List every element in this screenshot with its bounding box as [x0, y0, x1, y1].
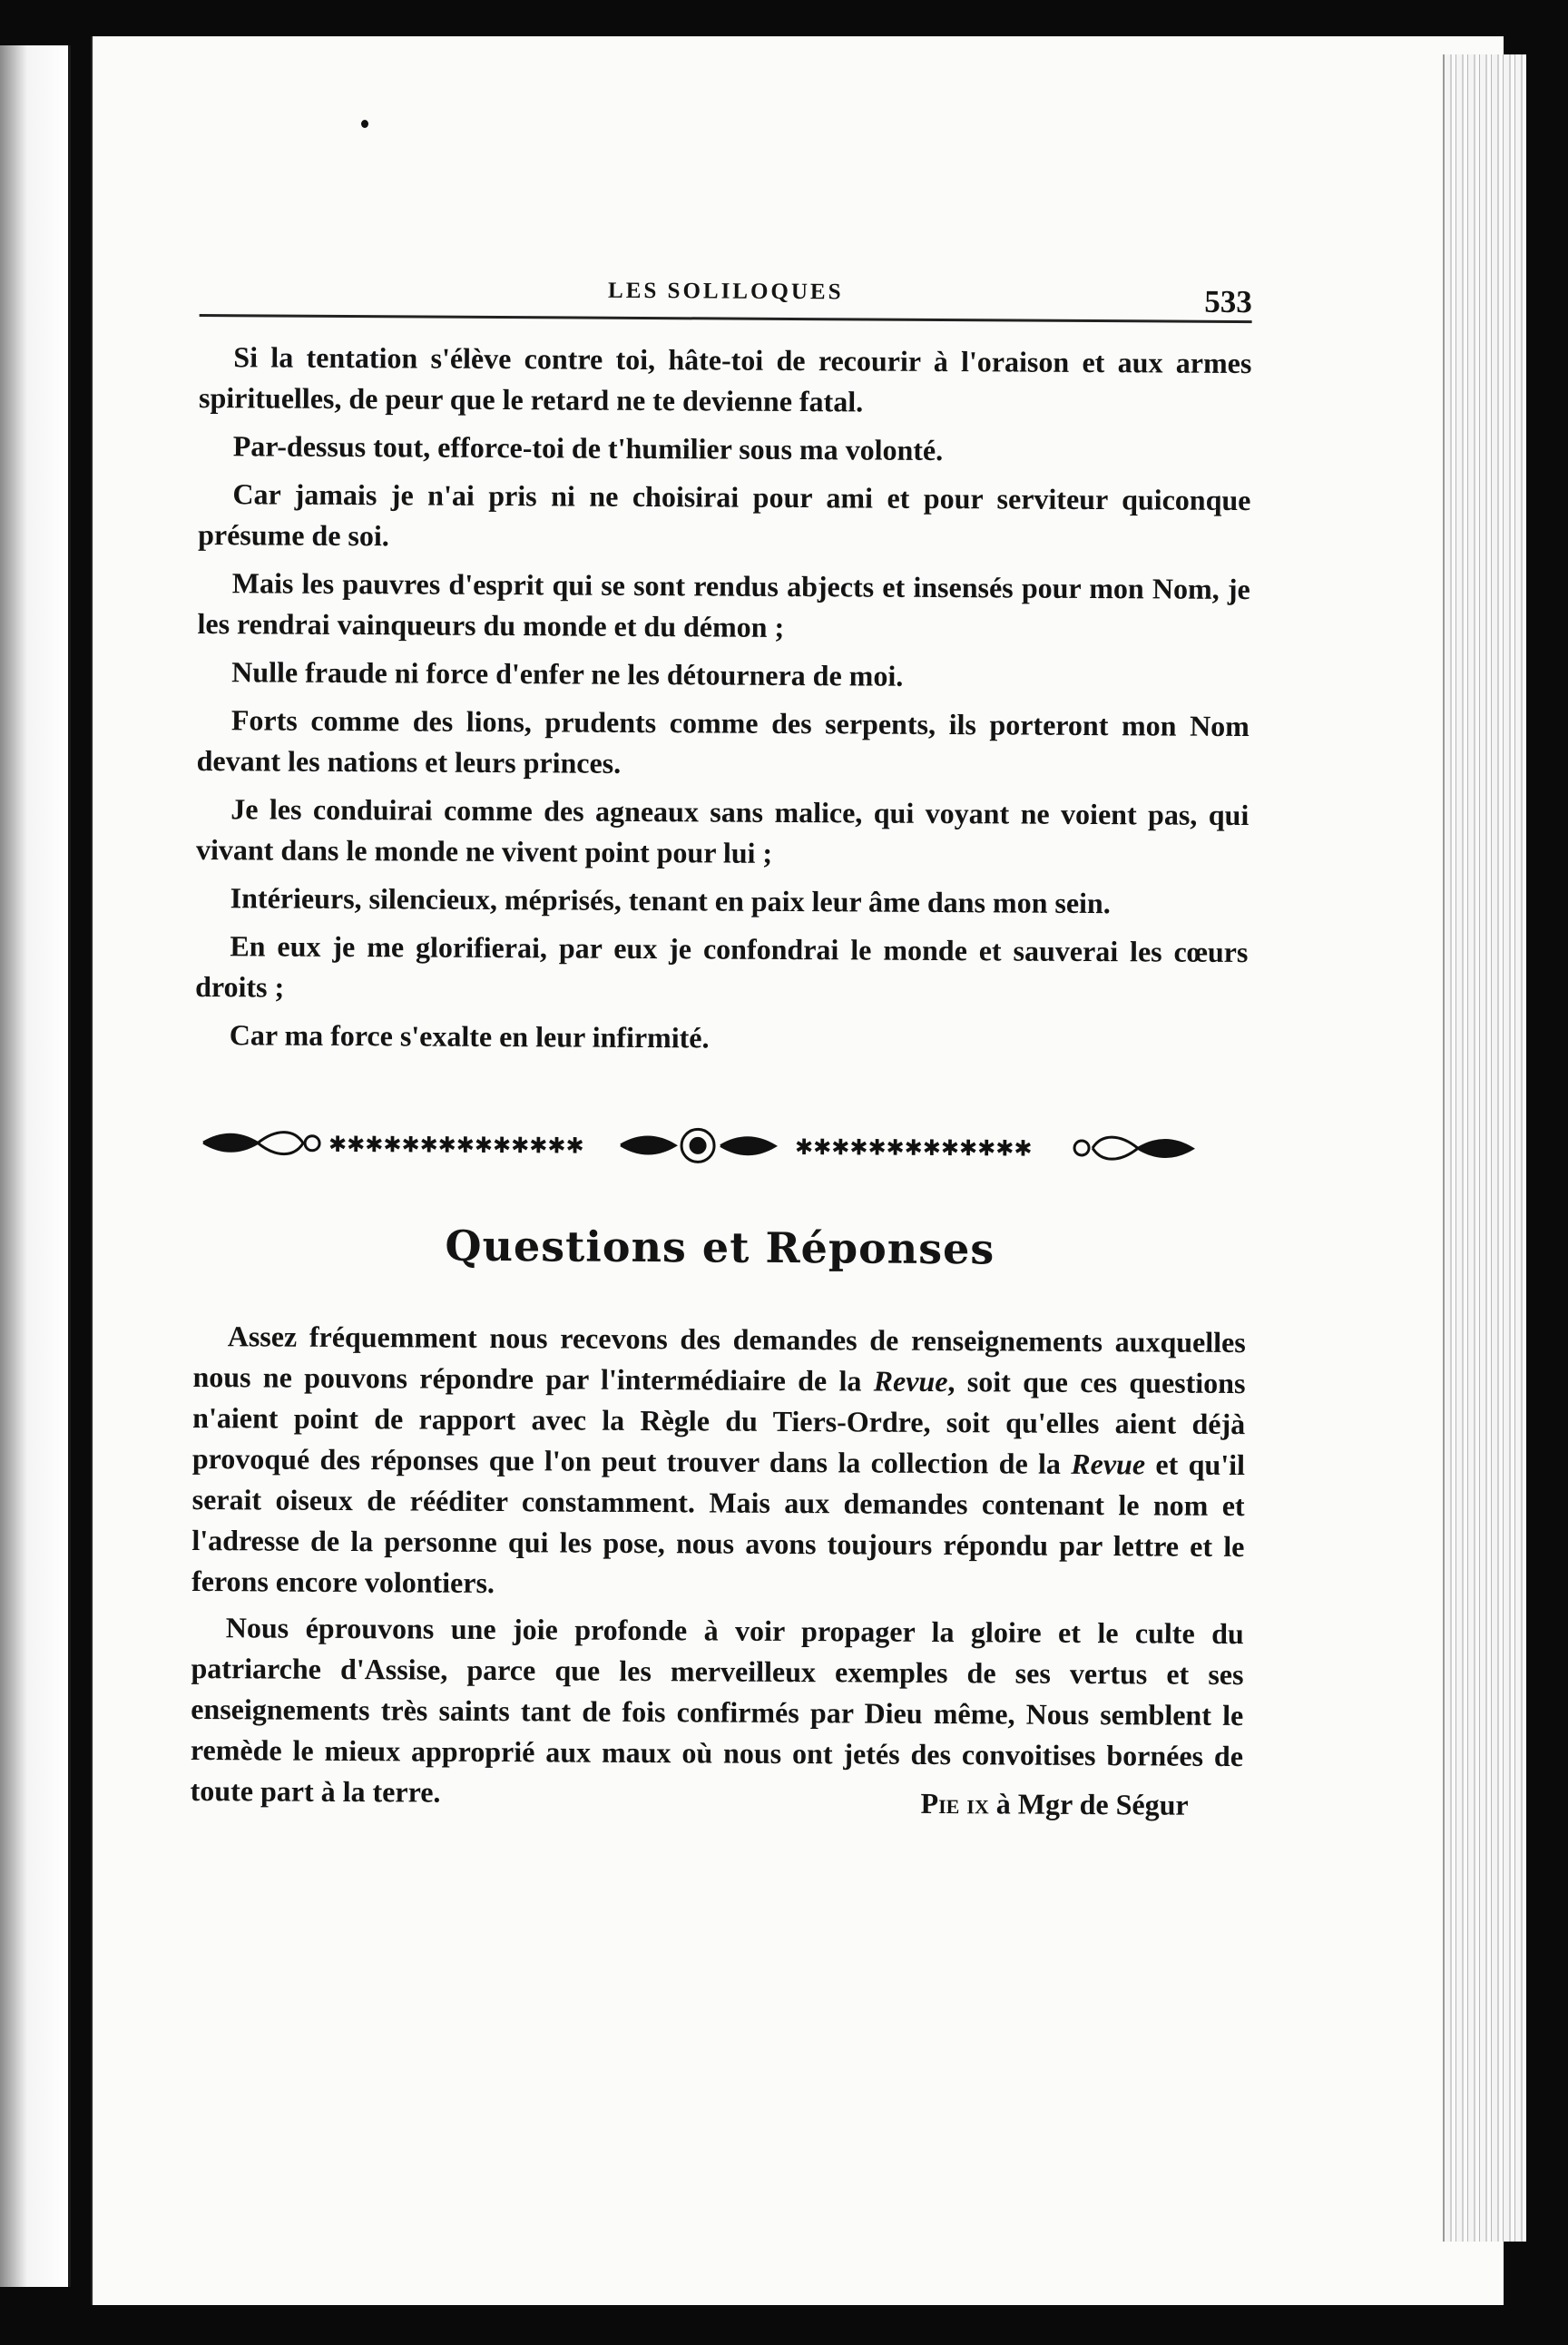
- verse: Nulle fraude ni force d'enfer ne les détournera de moi.: [231, 655, 904, 692]
- para1-text: , soit que ces questions n'aient point de rapport avec la Règle du Tiers-Ordre, soit qu'elles aient déjà provoqué des réponses que l'on peut trouver dans la collection de la: [191, 1365, 1246, 1480]
- revue-italic: Revue: [873, 1364, 948, 1398]
- paragraph-2: Nous éprouvons une joie profonde à voir propager la gloire et le culte du patriarche d'Assise, parce que les merveilleux exemples de ses vertus et ses enseignements très saints tant de fois confirmés par Dieu même, Nous semblent le remède le mieux approprié aux maux où nous ont jetés des convoitises bornées de toute part à la terre.: [190, 1611, 1244, 1809]
- verse: Je les conduirai comme des agneaux sans malice, qui voyant ne voient pas, qui vivant dans le monde ne vivent point pour lui ;: [195, 792, 1250, 869]
- svg-text:✱✱✱✱✱✱✱✱✱✱✱✱✱✱: ✱✱✱✱✱✱✱✱✱✱✱✱✱✱: [328, 1131, 584, 1159]
- speck: [361, 120, 368, 128]
- page-stack-edges: [1443, 54, 1526, 2242]
- running-title: LES SOLILOQUES: [608, 278, 844, 305]
- left-page-edge: [0, 45, 71, 2287]
- verse: En eux je me glorifierai, par eux je confondrai le monde et sauverai les cœurs droits ;: [195, 929, 1249, 1004]
- soliloque-verses: [195, 337, 1252, 1062]
- verse: Si la tentation s'élève contre toi, hâte-toi de recourir à l'oraison et aux armes spirituelles, de peur que le retard ne te devienne fatal.: [198, 340, 1252, 418]
- verse: Par-dessus tout, efforce-toi de t'humilier sous ma volonté.: [232, 429, 944, 467]
- signature-name: Pie ix: [920, 1786, 989, 1820]
- section-title: Questions et Réponses: [445, 1221, 995, 1274]
- paragraph-1: [191, 1316, 1246, 1608]
- page-content: [191, 263, 1252, 1822]
- ornamental-divider: [194, 1115, 1201, 1176]
- verse: Forts comme des lions, prudents comme des serpents, ils porteront mon Nom devant les nations et leurs princes.: [196, 703, 1250, 780]
- verse: Mais les pauvres d'esprit qui se sont rendus abjects et insensés pour mon Nom, je les rendrai vainqueurs du monde et du démon ;: [197, 566, 1250, 643]
- verse: Car jamais je n'ai pris ni ne choisirai pour ami et pour serviteur quiconque présume de soi.: [198, 477, 1251, 553]
- verse: Car ma force s'exalte en leur infirmité.: [229, 1018, 710, 1055]
- svg-text:✱✱✱✱✱✱✱✱✱✱✱✱✱: ✱✱✱✱✱✱✱✱✱✱✱✱✱: [794, 1134, 1033, 1162]
- para1-text: Assez fréquemment nous recevons des demandes de renseignements auxquelles nous ne pouvons répondre par l'intermédiaire de la: [192, 1320, 1246, 1398]
- para1-text: et qu'il serait oiseux de rééditer constamment. Mais aux demandes contenant le nom et l'adresse de la personne qui les pose, nous avons toujours répondu par lettre et le ferons encore volontiers.: [191, 1447, 1246, 1600]
- running-head: [200, 263, 1252, 323]
- page-number: 533: [1204, 283, 1252, 320]
- verse: Intérieurs, silencieux, méprisés, tenant en paix leur âme dans mon sein.: [230, 881, 1111, 920]
- revue-italic: Revue: [1071, 1447, 1146, 1481]
- signature-rest: à Mgr de Ségur: [988, 1787, 1189, 1821]
